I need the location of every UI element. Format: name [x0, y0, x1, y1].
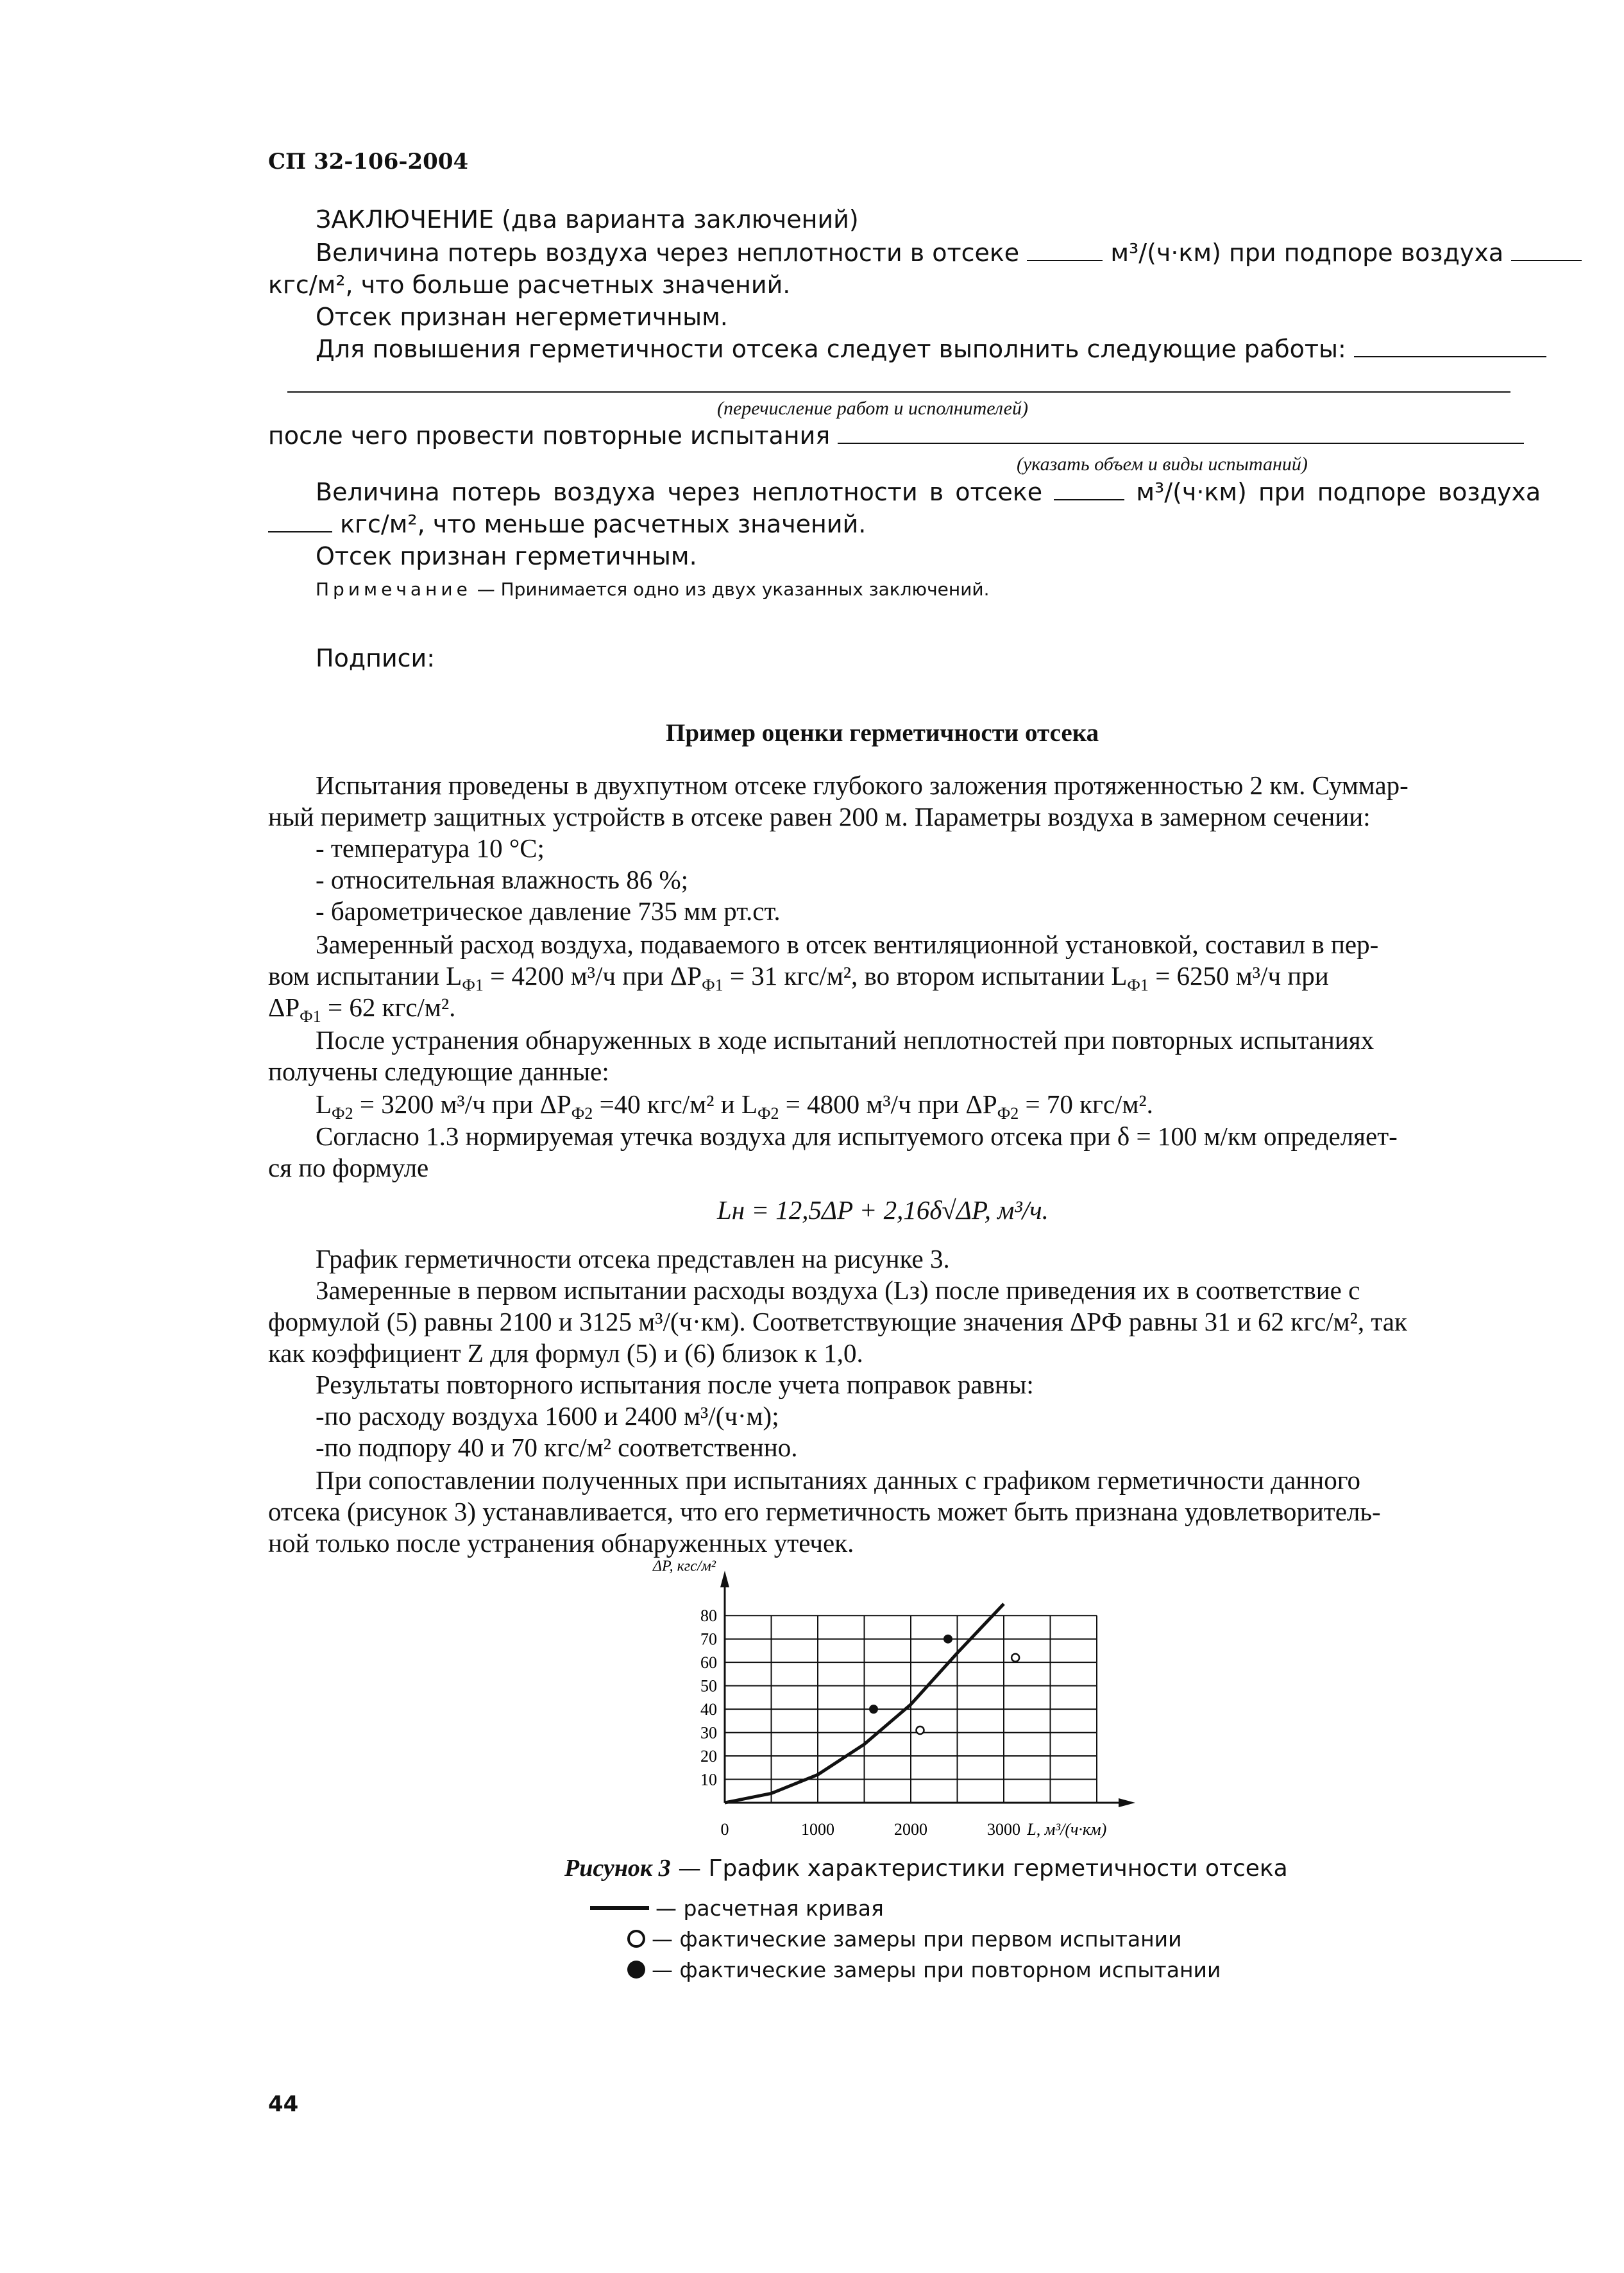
legend-first-label: — фактические замеры при первом испытании	[652, 1926, 1182, 1952]
p5-line2: ся по формуле	[268, 1153, 429, 1182]
y-tick-label: 40	[700, 1700, 717, 1719]
p9-line1: При сопоставлении полученных при испытаниях данных с графиком герметичности данного	[316, 1465, 1360, 1495]
x-axis-arrow	[1119, 1798, 1135, 1807]
retest-text: после чего провести повторные испытания	[268, 421, 831, 450]
legend-repeat-label: — фактические замеры при повторном испытании	[652, 1957, 1221, 1982]
legend-row-curve	[590, 1893, 1221, 1923]
v2-line2	[268, 509, 866, 540]
x-tick-label: 1000	[801, 1820, 834, 1839]
chart-series	[725, 1604, 1019, 1803]
p2-l2-sub1: Ф1	[462, 976, 484, 995]
v2-line1	[316, 477, 1541, 508]
page-header: СП 32-106-2004	[268, 149, 469, 175]
p5-line1: Согласно 1.3 нормируемая утечка воздуха для испытуемого отсека при δ = 100 м/км определяет-	[316, 1121, 1398, 1151]
p9-line2: отсека (рисунок 3) устанавливается, что его герметичность может быть признана удовлетворитель-	[268, 1497, 1381, 1526]
repeat-test-point	[943, 1635, 952, 1644]
legend-curve-label: — расчетная кривая	[656, 1895, 884, 1921]
y-tick-label: 80	[700, 1606, 717, 1626]
v1-line4	[316, 334, 1546, 365]
p2-line1: Замеренный расход воздуха, подаваемого в отсек вентиляционной установкой, составил в пер-	[316, 930, 1379, 959]
legend-open-circle-icon	[627, 1930, 645, 1948]
p2-l2-a: вом испытании L	[268, 961, 462, 991]
signatures: Подписи:	[316, 644, 436, 672]
p6: График герметичности отсека представлен на рисунке 3.	[316, 1244, 950, 1273]
x-tick-label: 2000	[894, 1820, 927, 1839]
repeat-test-point	[869, 1705, 878, 1714]
figure-caption	[564, 1854, 1288, 1882]
p2-l2-b: = 4200 м³/ч при ΔP	[483, 961, 702, 991]
formula: Lн = 12,5ΔP + 2,16δ√ΔP, м³/ч.	[717, 1195, 1049, 1225]
p2-line2	[268, 960, 1329, 995]
v1-line3: Отсек признан негерметичным.	[316, 303, 728, 331]
v1-line2: кгс/м², что больше расчетных значений.	[268, 271, 791, 299]
legend-row-first	[590, 1923, 1221, 1954]
note	[316, 579, 990, 600]
p8: Результаты повторного испытания после учета поправок равны:	[316, 1370, 1034, 1399]
p2-l3-a: ΔP	[268, 992, 300, 1022]
caption-works: (перечисление работ и исполнителей)	[717, 398, 1028, 419]
p4-sub3: Ф2	[757, 1104, 779, 1123]
v1-line4-text: Для повышения герметичности отсека следует выполнить следующие работы:	[316, 335, 1346, 363]
p1-line1: Испытания проведены в двухпутном отсеке глубокого заложения протяженностью 2 км. Суммар-	[316, 770, 1408, 800]
chart-axes	[720, 1571, 1135, 1807]
v2-line3: Отсек признан герметичным.	[316, 542, 697, 570]
y-tick-label: 50	[700, 1676, 717, 1696]
y-tick-label: 30	[700, 1723, 717, 1742]
legend-filled-circle-icon	[627, 1961, 645, 1979]
conclusion-title: ЗАКЛЮЧЕНИЕ (два варианта заключений)	[316, 205, 859, 234]
p2-line3	[268, 992, 456, 1026]
example-heading: Пример оценки герметичности отсека	[666, 719, 1099, 747]
y-tick-label: 60	[700, 1653, 717, 1673]
p4-a: L	[316, 1089, 332, 1119]
p4-b: = 3200 м³/ч при ΔP	[353, 1089, 571, 1119]
note-text: — Принимается одно из двух указанных заключений.	[471, 579, 990, 600]
y-tick-label: 70	[700, 1630, 717, 1649]
works-rule	[287, 391, 1510, 393]
figure-caption-bold: Рисунок 3	[564, 1855, 671, 1882]
p2-l3-b: = 62 кгс/м².	[321, 992, 456, 1022]
y-tick-label: 20	[700, 1747, 717, 1766]
y-axis-arrow	[720, 1571, 729, 1587]
p4-line	[316, 1089, 1153, 1123]
p2-l3-sub: Ф1	[300, 1007, 321, 1026]
x-tick-label: 3000	[987, 1820, 1020, 1839]
p8-bullet2: -по подпору 40 и 70 кгс/м² соответственно.	[316, 1433, 798, 1462]
blank-loss-2	[1054, 480, 1124, 500]
figure-3-chart	[635, 1558, 1212, 1841]
p4-e: = 70 кгс/м².	[1019, 1089, 1153, 1119]
p1-line2: ный периметр защитных устройств в отсеке равен 200 м. Параметры воздуха в замерном сечении:	[268, 802, 1371, 831]
p2-l2-d: = 6250 м³/ч при	[1148, 961, 1329, 991]
v2-line1-a: Величина потерь воздуха через неплотности в отсеке	[316, 478, 1043, 506]
p3-line1: После устранения обнаруженных в ходе испытаний неплотностей при повторных испытаниях	[316, 1025, 1374, 1055]
p2-l2-sub3: Ф1	[1127, 976, 1149, 995]
p7-line3: как коэффициент Z для формул (5) и (6) близок к 1,0.	[268, 1338, 863, 1368]
v2-line2-text: кгс/м², что меньше расчетных значений.	[340, 510, 867, 538]
bullet-pressure: - барометрическое давление 735 мм рт.ст.	[316, 896, 781, 926]
blank-retest	[838, 423, 1524, 444]
caption-tests: (указать объем и виды испытаний)	[1017, 454, 1308, 475]
note-label: Примечание	[316, 579, 471, 600]
page-number: 44	[268, 2091, 299, 2117]
legend	[590, 1893, 1221, 1985]
legend-line-icon	[590, 1906, 649, 1910]
v1-line1-b: м³/(ч·км) при подпоре воздуха	[1110, 239, 1504, 267]
p2-l2-sub2: Ф1	[702, 976, 723, 995]
p4-d: = 4800 м³/ч при ΔP	[779, 1089, 997, 1119]
blank-works	[1354, 337, 1546, 357]
p7-line2: формулой (5) равны 2100 и 3125 м³/(ч·км). Соответствующие значения ΔPФ равны 31 и 62 кгс/м², так	[268, 1307, 1407, 1336]
y-tick-label: 10	[700, 1770, 717, 1789]
legend-row-repeat	[590, 1954, 1221, 1985]
x-tick-label: 0	[720, 1820, 729, 1839]
y-axis-label: ΔP, кгс/м²	[652, 1558, 716, 1575]
p8-bullet1: -по расходу воздуха 1600 и 2400 м³/(ч·м);	[316, 1401, 779, 1431]
p3-line2: получены следующие данные:	[268, 1057, 609, 1086]
bullet-humidity: - относительная влажность 86 %;	[316, 865, 689, 894]
x-axis-label: L, м³/(ч·км)	[1027, 1820, 1107, 1839]
p4-sub1: Ф2	[332, 1104, 353, 1123]
p4-sub2: Ф2	[571, 1104, 593, 1123]
p7-line1: Замеренные в первом испытании расходы воздуха (Lз) после приведения их в соответствие с	[316, 1275, 1360, 1305]
p4-c: =40 кгс/м² и L	[593, 1089, 757, 1119]
first-test-point	[917, 1726, 924, 1734]
first-test-point	[1011, 1654, 1019, 1662]
chart-grid	[725, 1615, 1097, 1803]
retest-line	[268, 420, 1524, 452]
chart-labels	[652, 1558, 1106, 1839]
v1-line1-a: Величина потерь воздуха через неплотности в отсеке	[316, 239, 1020, 267]
v1-line1	[316, 237, 1582, 269]
p4-sub4: Ф2	[997, 1104, 1019, 1123]
p9-line3: ной только после устранения обнаруженных утечек.	[268, 1528, 854, 1558]
blank-loss-1	[1027, 241, 1103, 261]
blank-pressure-1	[1511, 241, 1582, 261]
v2-line1-b: м³/(ч·км) при подпоре воздуха	[1136, 478, 1541, 506]
blank-pressure-2	[268, 512, 332, 532]
p2-l2-c: = 31 кгс/м², во втором испытании L	[723, 961, 1128, 991]
bullet-temperature: - температура 10 °С;	[316, 833, 545, 863]
figure-caption-rest: — График характеристики герметичности отсека	[670, 1855, 1288, 1882]
